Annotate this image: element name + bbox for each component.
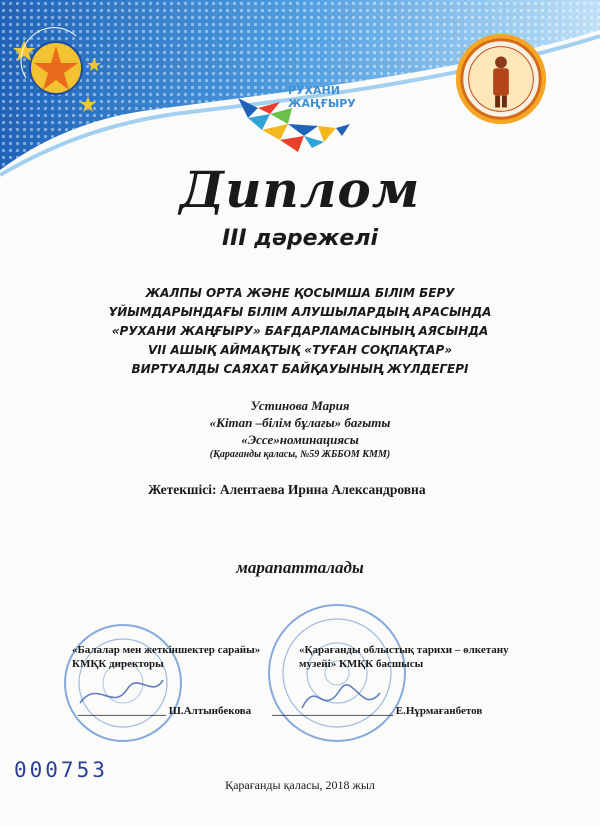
program-line2: ЖАҢҒЫРУ <box>288 97 356 110</box>
description-line: «РУХАНИ ЖАҢҒЫРУ» БАҒДАРЛАМАСЫНЫҢ АЯСЫНДА <box>111 324 489 338</box>
winner-school: (Қарағанды қаласы, №59 ЖББОМ КММ) <box>209 449 391 460</box>
left-signature-name: ________________ Ш.Алтынбекова <box>78 705 252 717</box>
degree-label: III дәрежелі <box>221 226 379 251</box>
description-line: ЖАЛПЫ ОРТА ЖӘНЕ ҚОСЫМША БІЛІМ БЕРУ <box>145 286 455 300</box>
serial-number: 000753 <box>14 758 108 782</box>
right-signature-name: ______________________ Е.Нұрмағанбетов <box>272 705 483 717</box>
left-org: «Балалар мен жеткіншектер сарайы» <box>72 644 261 656</box>
right-title: музейі» КМҚК басшысы <box>299 658 424 670</box>
page-title: Диплом <box>179 160 421 219</box>
right-stamp <box>262 598 412 748</box>
advisor-line: Жетекшісі: Алентаева Ирина Александровна <box>148 482 426 497</box>
left-signatory <box>72 643 260 671</box>
description-line: VII АШЫҚ АЙМАҚТЫҚ «ТУҒАН СОҚПАҚТАР» <box>147 343 453 357</box>
left-stamp <box>58 618 188 748</box>
description-line: ҰЙЫМДАРЫНДАҒЫ БІЛІМ АЛУШЫЛАРДЫҢ АРАСЫНДА <box>108 305 492 319</box>
left-title: КМҚК директоры <box>72 658 164 670</box>
description-line: ВИРТУАЛДЫ САЯХАТ БАЙҚАУЫНЫҢ ЖҮЛДЕГЕРІ <box>131 362 469 376</box>
program-line1: РУХАНИ <box>288 84 340 97</box>
winner-direction: «Кітап –білім бұлағы» бағыты <box>209 415 391 430</box>
description-block <box>0 284 600 379</box>
program-label <box>288 84 356 110</box>
right-org: «Қарағанды облыстық тарихи – өлкетану <box>299 644 509 656</box>
footer-location-year: Қарағанды қаласы, 2018 жыл <box>225 778 375 792</box>
winner-nomination: «Эссе»номинациясы <box>241 432 359 447</box>
winner-name: Устинова Мария <box>250 398 350 413</box>
right-signatory <box>299 643 509 671</box>
awarded-label: марапатталады <box>236 558 364 577</box>
museum-seal <box>452 30 550 128</box>
palace-logo <box>6 18 106 118</box>
winner-block <box>0 397 600 462</box>
